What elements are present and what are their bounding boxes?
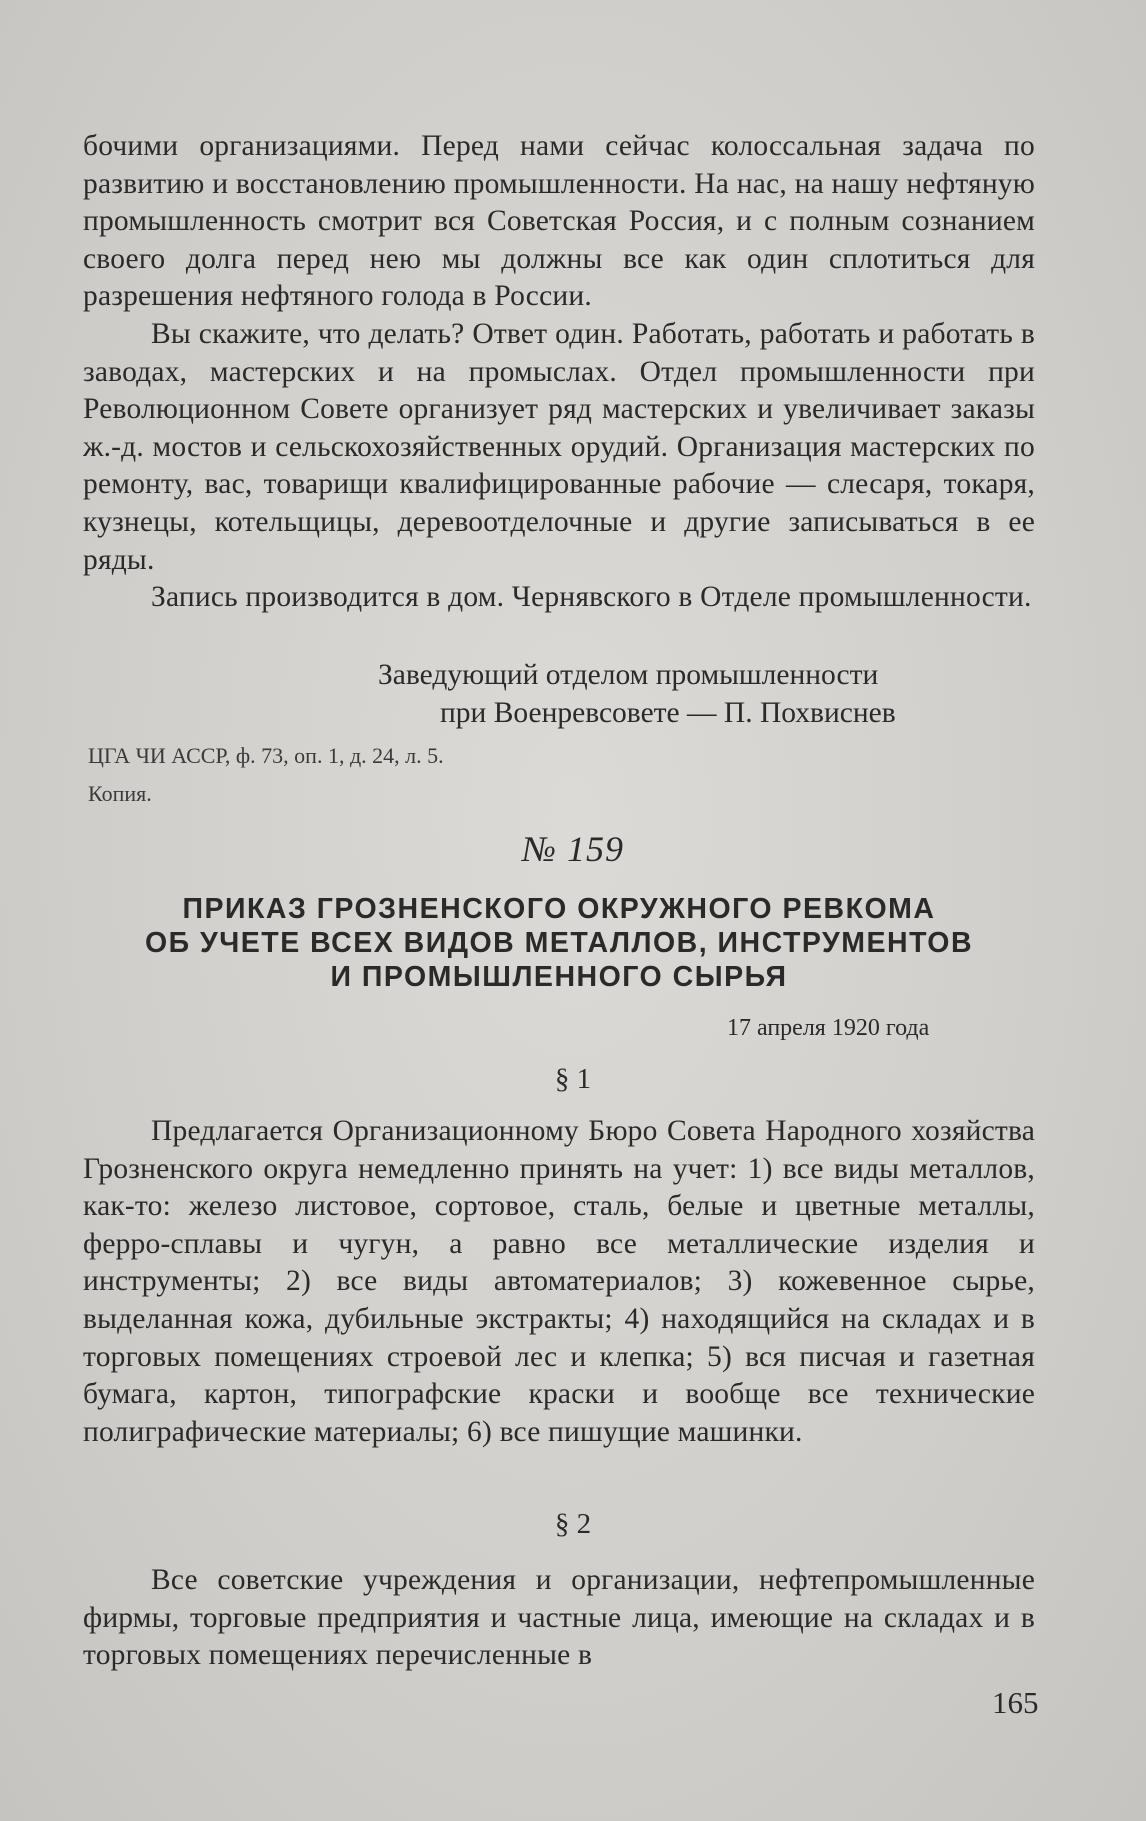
paragraph-call-to-work: Вы скажите, что делать? Ответ один. Работать, работать и работать в заводах, мастерских и на промыслах. Отдел промышленности при Революционном Совете организует ряд мастерских и увеличивает заказы ж.-д. мостов и сельскохозяйственных орудий. Организация мастерских по ремонту, вас, товарищи квалифицированные рабочие — слесаря, токаря, кузнецы, котельщицы, деревоотделочные и другие записываться в ее ряды. <box>83 317 1035 576</box>
top-text <box>83 128 1035 617</box>
section-2-paragraph: Все советские учреждения и организации, нефтепромышленные фирмы, торговые предприятия и частные лица, имеющие на складах и в торговых помещениях перечисленные в <box>83 1564 1035 1672</box>
paragraph-registration: Запись производится в дом. Чернявского в Отделе промышленности. <box>151 581 1032 614</box>
paragraph-continuation: бочими организациями. Перед нами сейчас колоссальная задача по развитию и восстановлению промышленности. На нас, на нашу нефтяную промышленность смотрит вся Советская Россия, и с полным сознанием своего долга перед нею мы должны все как один сплотиться для разрешения нефтяного голода в России. <box>83 130 1035 313</box>
section-1-paragraph: Предлагается Организационному Бюро Совета Народного хозяйства Грозненского округа немедленно принять на учет: 1) все виды металлов, как-то: железо листовое, сортовое, сталь, белые и цветные металлы, ферро-сплавы и чугун, а равно все металлические изделия и инструменты; 2) все виды автоматериалов; 3) кожевенное сырье, выделанная кожа, дубильные экстракты; 4) находящийся на складах и в торговых помещениях строевой лес и клепка; 5) вся писчая и газетная бумага, картон, типографские краски и вообще все технические полиграфические материалы; 6) все пишущие машинки. <box>83 1115 1035 1448</box>
signature-title: Заведующий отделом промышленности <box>378 659 879 691</box>
archive-reference: ЦГА ЧИ АССР, ф. 73, оп. 1, д. 24, л. 5. <box>88 743 444 768</box>
signature-name: при Военревсовете — П. Похвиснев <box>440 697 896 729</box>
page-number: 165 <box>992 1685 1039 1720</box>
section-1-text <box>83 1113 1035 1451</box>
title-line: ОБ УЧЕТЕ ВСЕХ ВИДОВ МЕТАЛЛОВ, ИНСТРУМЕНТОВ <box>144 927 974 959</box>
document-title <box>83 892 1035 994</box>
section-1-heading: § 1 <box>554 1063 592 1095</box>
copy-note: Копия. <box>88 781 152 806</box>
document-date: 17 апреля 1920 года <box>727 1015 930 1041</box>
title-line: ПРИКАЗ ГРОЗНЕНСКОГО ОКРУЖНОГО РЕВКОМА <box>182 893 936 925</box>
document-number: № 159 <box>522 829 624 869</box>
title-line: И ПРОМЫШЛЕННОГО СЫРЬЯ <box>330 961 788 993</box>
section-2-text <box>83 1562 1035 1675</box>
section-2-heading: § 2 <box>554 1508 592 1540</box>
